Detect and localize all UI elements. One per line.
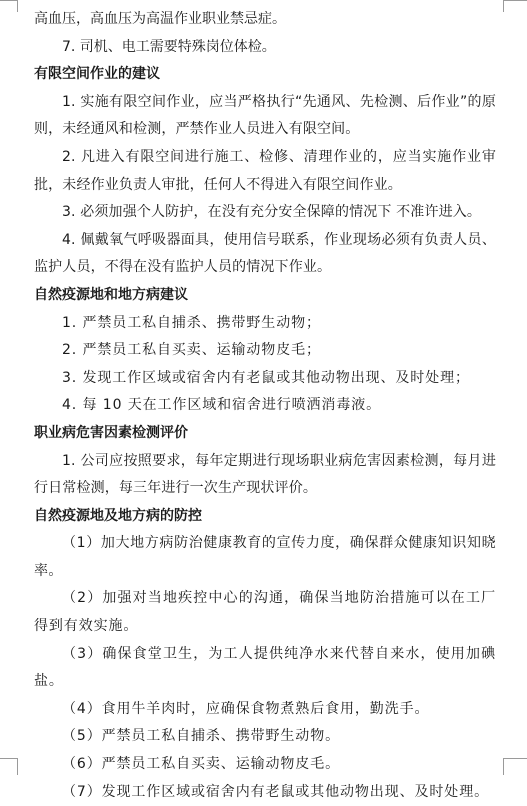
list-item-prevention-4: （4）食用牛羊肉时，应确保食物煮熟后食用，勤洗手。 bbox=[62, 700, 430, 717]
list-item-driver-electrician-exam: 7. 司机、电工需要特殊岗位体检。 bbox=[62, 38, 276, 55]
list-item-prevention-6: （6）严禁员工私自买卖、运输动物皮毛。 bbox=[62, 756, 341, 773]
crop-mark-bottom-right bbox=[503, 758, 504, 775]
list-item-natural-focus-4: 4. 每 10 天在工作区域和宿舍进行喷洒消毒液。 bbox=[62, 397, 382, 414]
list-item-confined-space-1: 1. 实施有限空间作业，应当严格执行“先通风、先检测、后作业”的原则，未经通风和检测，严禁作业人员进入有限空间。 bbox=[34, 93, 496, 138]
crop-mark-top-right bbox=[503, 0, 527, 1]
crop-mark-top-right bbox=[503, 0, 504, 12]
crop-mark-bottom-left bbox=[0, 758, 17, 759]
document-page bbox=[34, 6, 496, 806]
crop-mark-top-left bbox=[0, 0, 17, 1]
list-item-natural-focus-2: 2. 严禁员工私自买卖、运输动物皮毛； bbox=[62, 342, 321, 359]
list-item-prevention-7: （7）发现工作区域或宿舍内有老鼠或其他动物出现、及时处理。 bbox=[62, 783, 490, 800]
list-item-hazard-detection-1: 1. 公司应按照要求，每年定期进行现场职业病危害因素检测，每月进行日常检测，每三年进行一次生产现状评价。 bbox=[34, 452, 496, 497]
list-item-natural-focus-1: 1. 严禁员工私自捕杀、携带野生动物； bbox=[62, 314, 321, 331]
list-item-confined-space-4: 4. 佩戴氧气呼吸器面具，使用信号联系，作业现场必须有负责人员、监护人员，不得在没有监护人员的情况下作业。 bbox=[34, 231, 496, 276]
paragraph-hypertension-contraindication: 高血压，高血压为高温作业职业禁忌症。 bbox=[34, 11, 286, 27]
list-item-confined-space-2: 2. 凡进入有限空间进行施工、检修、清理作业的，应当实施作业审批，未经作业负责人审批，任何人不得进入有限空间作业。 bbox=[34, 148, 496, 193]
list-item-prevention-1: （1）加大地方病防治健康教育的宣传力度，确保群众健康知识知晓率。 bbox=[34, 535, 496, 579]
section-heading-natural-focus-prevention: 自然疫源地及地方病的防控 bbox=[34, 507, 202, 524]
list-item-prevention-5: （5）严禁员工私自捕杀、携带野生动物。 bbox=[62, 728, 341, 745]
list-item-prevention-3: （3）确保食堂卫生，为工人提供纯净水来代替自来水，使用加碘盐。 bbox=[34, 645, 496, 690]
crop-mark-bottom-left bbox=[17, 758, 18, 775]
section-heading-confined-space: 有限空间作业的建议 bbox=[34, 66, 160, 83]
list-item-confined-space-3: 3. 必须加强个人防护，在没有充分安全保障的情况下 不准许进入。 bbox=[62, 204, 482, 221]
section-heading-natural-focus-suggestions: 自然疫源地和地方病建议 bbox=[34, 286, 188, 303]
list-item-natural-focus-3: 3. 发现工作区域或宿舍内有老鼠或其他动物出现、及时处理； bbox=[62, 369, 470, 386]
crop-mark-top-left bbox=[17, 0, 18, 12]
crop-mark-bottom-right bbox=[503, 758, 527, 759]
section-heading-hazard-detection: 职业病危害因素检测评价 bbox=[34, 424, 188, 441]
list-item-prevention-2: （2）加强对当地疾控中心的沟通，确保当地防治措施可以在工厂得到有效实施。 bbox=[34, 590, 496, 635]
